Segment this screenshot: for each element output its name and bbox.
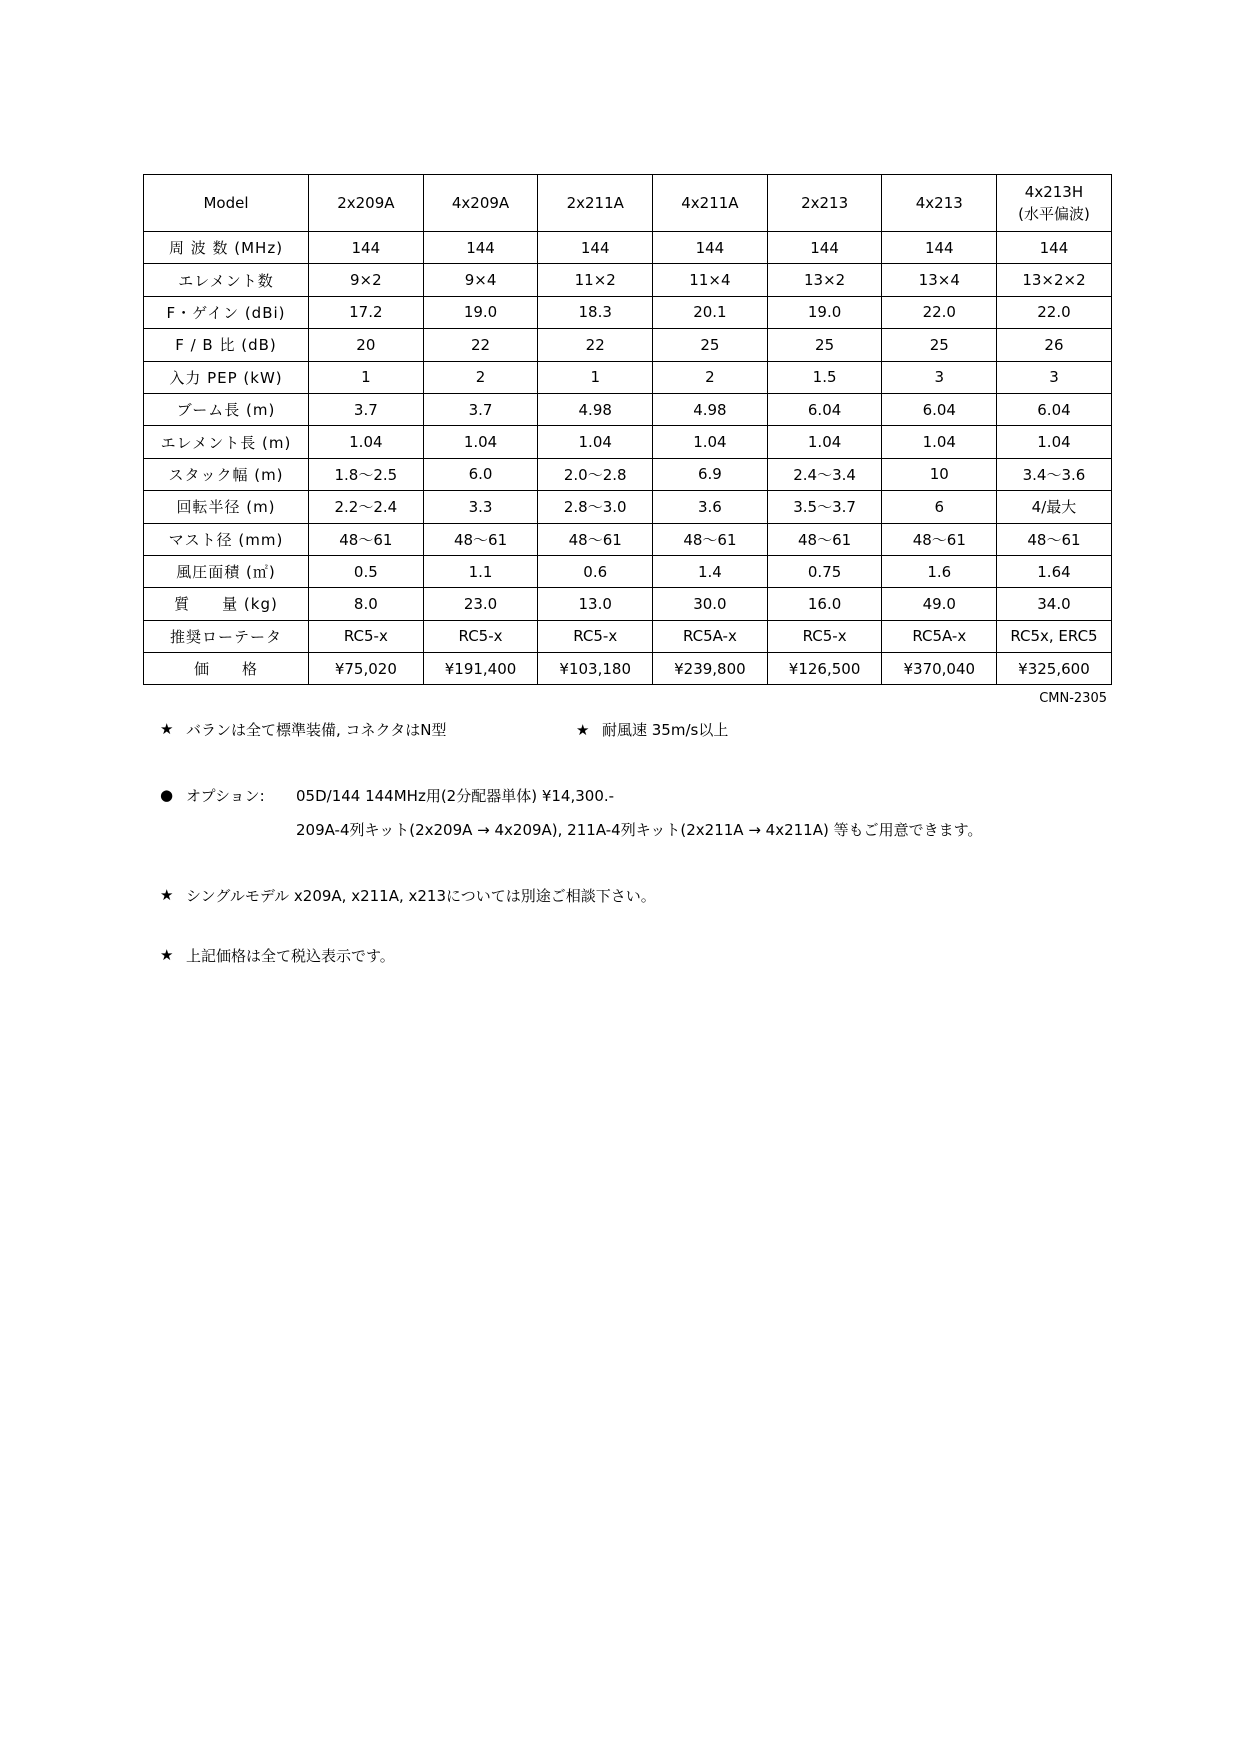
table-cell: 48〜61 (882, 523, 997, 555)
table-cell: 11×4 (653, 264, 768, 296)
table-cell: ¥191,400 (423, 653, 538, 685)
table-cell: 1.4 (653, 555, 768, 587)
table-cell: 1.6 (882, 555, 997, 587)
table-cell: 144 (882, 232, 997, 264)
table-cell: 6.9 (653, 458, 768, 490)
spec-table-body (144, 232, 1112, 685)
table-cell: 144 (653, 232, 768, 264)
table-cell: 25 (653, 329, 768, 361)
row-label: 周 波 数 (MHz) (144, 232, 309, 264)
table-cell: 2.0〜2.8 (538, 458, 653, 490)
note-wind (576, 719, 728, 740)
header-model-last-line1: 4x213H (1024, 183, 1084, 201)
table-cell: 30.0 (653, 588, 768, 620)
table-cell: 22 (423, 329, 538, 361)
table-cell: ¥103,180 (538, 653, 653, 685)
table-cell: 144 (423, 232, 538, 264)
table-row (144, 264, 1112, 296)
star-icon: ★ (160, 886, 174, 904)
table-row (144, 232, 1112, 264)
table-cell: 48〜61 (538, 523, 653, 555)
table-cell: 22 (538, 329, 653, 361)
table-cell: 9×2 (309, 264, 424, 296)
table-cell: ¥325,600 (997, 653, 1112, 685)
header-model: 2x209A (309, 175, 424, 232)
table-cell: RC5A-x (653, 620, 768, 652)
note-single (160, 884, 1100, 906)
table-cell: 3.5〜3.7 (767, 491, 882, 523)
header-model: 4x211A (653, 175, 768, 232)
star-icon: ★ (160, 946, 174, 964)
table-cell: 3.7 (423, 393, 538, 425)
table-cell: 1.04 (538, 426, 653, 458)
table-cell: RC5A-x (882, 620, 997, 652)
note-price (160, 944, 1100, 966)
table-cell: 6.0 (423, 458, 538, 490)
header-label: Model (144, 175, 309, 232)
table-cell: 1.04 (309, 426, 424, 458)
note-balun: バランは全て標準装備, コネクタはN型 (186, 720, 447, 739)
table-row (144, 491, 1112, 523)
row-label: F・ゲイン (dBi) (144, 296, 309, 328)
table-cell: 3.4〜3.6 (997, 458, 1112, 490)
table-cell: 4.98 (653, 393, 768, 425)
note-wind-text: 耐風速 35m/s以上 (602, 720, 729, 739)
notes-section (160, 718, 1100, 966)
table-cell: 6.04 (767, 393, 882, 425)
star-icon: ★ (160, 720, 174, 738)
table-cell: 8.0 (309, 588, 424, 620)
table-cell: 144 (538, 232, 653, 264)
table-cell: 48〜61 (653, 523, 768, 555)
table-cell: 13×4 (882, 264, 997, 296)
header-model: 4x213 (882, 175, 997, 232)
table-cell: 4/最大 (997, 491, 1112, 523)
table-cell: 48〜61 (309, 523, 424, 555)
table-cell: 3.7 (309, 393, 424, 425)
table-cell: 18.3 (538, 296, 653, 328)
table-cell: 2.2〜2.4 (309, 491, 424, 523)
table-cell: RC5-x (538, 620, 653, 652)
table-cell: 1.04 (767, 426, 882, 458)
table-cell: 144 (309, 232, 424, 264)
table-cell: 3.3 (423, 491, 538, 523)
row-label: ブーム長 (m) (144, 393, 309, 425)
table-cell: 13.0 (538, 588, 653, 620)
table-cell: 144 (997, 232, 1112, 264)
table-cell: RC5-x (309, 620, 424, 652)
note-price-text: 上記価格は全て税込表示です。 (186, 946, 395, 965)
row-label: 回転半径 (m) (144, 491, 309, 523)
header-model: 4x209A (423, 175, 538, 232)
row-label: マスト径 (mm) (144, 523, 309, 555)
row-label: F / B 比 (dB) (144, 329, 309, 361)
table-cell: 6.04 (882, 393, 997, 425)
row-label: 価 格 (144, 653, 309, 685)
table-cell: 11×2 (538, 264, 653, 296)
table-cell: RC5-x (767, 620, 882, 652)
table-row (144, 426, 1112, 458)
table-cell: 3 (882, 361, 997, 393)
header-model-last-line2: (水平偏波) (1018, 205, 1090, 223)
note-option-line1: 05D/144 144MHz用(2分配器単体) ¥14,300.- (296, 786, 615, 805)
table-cell: 4.98 (538, 393, 653, 425)
table-row (144, 620, 1112, 652)
table-cell: 2 (423, 361, 538, 393)
table-row (144, 523, 1112, 555)
row-label: エレメント長 (m) (144, 426, 309, 458)
table-cell: 1.1 (423, 555, 538, 587)
table-cell: 19.0 (423, 296, 538, 328)
table-cell: 2 (653, 361, 768, 393)
table-row (144, 329, 1112, 361)
table-cell: 1.64 (997, 555, 1112, 587)
table-row (144, 458, 1112, 490)
table-cell: 3.6 (653, 491, 768, 523)
table-cell: 16.0 (767, 588, 882, 620)
row-label: 風圧面積 (㎡) (144, 555, 309, 587)
row-label: エレメント数 (144, 264, 309, 296)
table-cell: 6 (882, 491, 997, 523)
table-cell: 1 (538, 361, 653, 393)
row-label: 質 量 (kg) (144, 588, 309, 620)
table-cell: 1.8〜2.5 (309, 458, 424, 490)
note-single-text: シングルモデル x209A, x211A, x213については別途ご相談下さい。 (186, 886, 656, 905)
note-option-line2: 209A-4列キット(2x209A → 4x209A), 211A-4列キット(2x211A → 4x211A) 等もご用意できます。 (296, 820, 983, 839)
bullet-icon: ● (160, 786, 174, 804)
table-cell: 26 (997, 329, 1112, 361)
spec-sheet (143, 174, 1111, 706)
note-option-label: オプション: (186, 786, 265, 805)
table-cell: 3 (997, 361, 1112, 393)
row-label: 推奨ローテータ (144, 620, 309, 652)
spec-table (143, 174, 1112, 685)
table-cell: 49.0 (882, 588, 997, 620)
table-cell: 1.5 (767, 361, 882, 393)
table-cell: 22.0 (882, 296, 997, 328)
note-row-balun-wind (160, 718, 1100, 740)
table-cell: 25 (882, 329, 997, 361)
table-cell: 22.0 (997, 296, 1112, 328)
table-cell: 0.5 (309, 555, 424, 587)
table-cell: 6.04 (997, 393, 1112, 425)
table-cell: 1 (309, 361, 424, 393)
table-row (144, 296, 1112, 328)
note-option-line2-row (160, 818, 1100, 840)
header-model: 2x211A (538, 175, 653, 232)
table-cell: ¥126,500 (767, 653, 882, 685)
table-cell: ¥239,800 (653, 653, 768, 685)
table-cell: 20 (309, 329, 424, 361)
table-cell: 1.04 (997, 426, 1112, 458)
table-row (144, 361, 1112, 393)
table-cell: 48〜61 (423, 523, 538, 555)
table-cell: 17.2 (309, 296, 424, 328)
table-cell: 13×2×2 (997, 264, 1112, 296)
table-cell: 144 (767, 232, 882, 264)
table-row (144, 588, 1112, 620)
note-option (160, 784, 1100, 806)
table-cell: 23.0 (423, 588, 538, 620)
table-cell: 34.0 (997, 588, 1112, 620)
table-cell: 0.6 (538, 555, 653, 587)
table-cell: ¥75,020 (309, 653, 424, 685)
table-cell: 25 (767, 329, 882, 361)
table-cell: 48〜61 (997, 523, 1112, 555)
table-cell: 1.04 (882, 426, 997, 458)
table-row (144, 555, 1112, 587)
table-cell: 1.04 (653, 426, 768, 458)
header-row (144, 175, 1112, 232)
table-cell: 20.1 (653, 296, 768, 328)
table-cell: RC5x, ERC5 (997, 620, 1112, 652)
header-model: 2x213 (767, 175, 882, 232)
table-cell: 10 (882, 458, 997, 490)
row-label: 入力 PEP (kW) (144, 361, 309, 393)
table-cell: 2.4〜3.4 (767, 458, 882, 490)
doc-code: CMN-2305 (1039, 691, 1107, 707)
table-row (144, 393, 1112, 425)
table-cell: 19.0 (767, 296, 882, 328)
table-cell: 9×4 (423, 264, 538, 296)
star-icon: ★ (576, 720, 590, 739)
table-row (144, 653, 1112, 685)
table-cell: RC5-x (423, 620, 538, 652)
table-cell: ¥370,040 (882, 653, 997, 685)
table-cell: 0.75 (767, 555, 882, 587)
header-model-last (997, 175, 1112, 232)
row-label: スタック幅 (m) (144, 458, 309, 490)
table-cell: 48〜61 (767, 523, 882, 555)
table-cell: 2.8〜3.0 (538, 491, 653, 523)
table-cell: 1.04 (423, 426, 538, 458)
table-cell: 13×2 (767, 264, 882, 296)
